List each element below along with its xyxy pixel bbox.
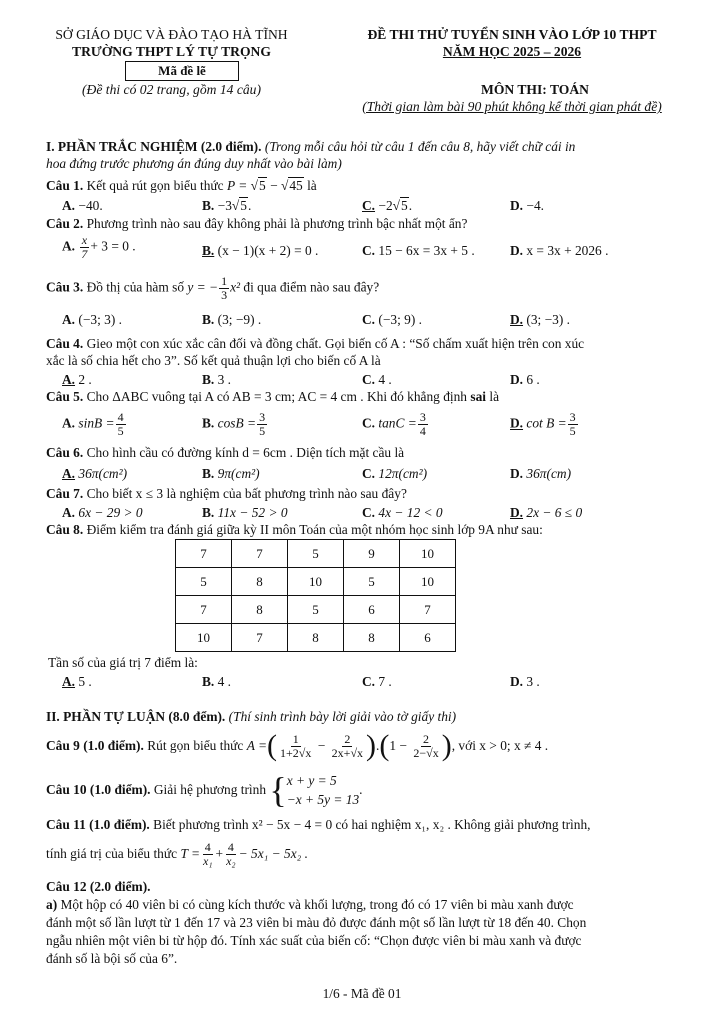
q7-option-c: C. 4x − 12 < 0 [362, 505, 443, 520]
q12a-line4: đánh số là bội số của 6”. [46, 951, 178, 966]
table-cell: 10 [400, 568, 456, 596]
q12a-line2: đánh một số lần lượt từ 1 đến 17 và 23 viên bi màu đỏ được đánh một số lần lượt từ 18 đến 40. Chọn [46, 915, 587, 930]
table-row [176, 624, 456, 652]
table-row [176, 540, 456, 568]
q6-option-c: C. 12π(cm²) [362, 466, 428, 481]
q8-option-a: A. 5 . [62, 674, 92, 689]
table-cell: 7 [232, 540, 288, 568]
exam-code-box: Mã đề lẽ [125, 61, 239, 81]
q12a-line3: ngẫu nhiên một viên bi từ hộp đó. Tính xác suất của biến cố: “Chọn được viên bi màu xanh và được [46, 933, 582, 948]
q6-option-d: D. 36π(cm) [510, 466, 572, 481]
q7-option-a: A. 6x − 29 > 0 [62, 505, 143, 520]
table-cell: 5 [176, 568, 232, 596]
q5-option-a: A. sinB = $\frac{4}{5}$ [62, 410, 124, 438]
question-4-cont: xắc là số chia hết cho 3”. Số kết quả thuận lợi cho biến cố A là [46, 353, 381, 368]
q8-option-b: B. 4 . [202, 674, 232, 689]
q2-option-a: A. $\frac{x}{7}$ + 3 = 0 . [62, 233, 136, 261]
score-table [175, 539, 456, 652]
table-cell: 7 [400, 596, 456, 624]
subject: MÔN THI: TOÁN [480, 82, 589, 97]
q6-option-b: B. 9π(cm²) [202, 466, 260, 481]
question-9: Câu 9 (1.0 điểm). Rút gọn biểu thức A = ( $\frac{1}{1+2√x}$ − $\frac{2}{2x+√x}$ ) . ( 1 − $\frac{2}{2-√x}$ ) , với x > 0; x ≠ 4 . [46, 729, 549, 762]
q7-option-d: D. 2x − 6 ≤ 0 [510, 505, 583, 520]
table-cell: 10 [400, 540, 456, 568]
q5-option-d: D. cot B = $\frac{3}{5}$ [510, 410, 576, 438]
table-row [176, 568, 456, 596]
q1-option-c: C. −2√5. [362, 198, 413, 213]
table-cell: 7 [232, 624, 288, 652]
question-3: Câu 3. Đồ thị của hàm số y = − $\frac{1}{3}$ x² đi qua điểm nào sau đây? [46, 274, 380, 302]
q8-option-d: D. 3 . [510, 674, 540, 689]
q4-option-d: D. 6 . [510, 372, 540, 387]
question-5: Câu 5. Cho ΔABC vuông tại A có AB = 3 cm; AC = 4 cm . Khi đó khẳng định sai là [46, 389, 500, 404]
part2-heading: II. PHẦN TỰ LUẬN (8.0 đểm). (Thí sinh trình bày lời giải vào tờ giấy thi) [46, 709, 457, 724]
q2-option-d: D. x = 3x + 2026 . [510, 243, 609, 258]
q3-option-c: C. (−3; 9) . [362, 312, 423, 327]
exam-title: ĐỀ THI THỬ TUYỂN SINH VÀO LỚP 10 THPT [367, 27, 657, 42]
table-row [176, 596, 456, 624]
q3-option-d: D. (3; −3) . [510, 312, 571, 327]
q2-option-b: B. (x − 1)(x + 2) = 0 . [202, 243, 319, 258]
question-2: Câu 2. Phương trình nào sau đây không phải là phương trình bậc nhất một ẩn? [46, 216, 468, 231]
question-1: Câu 1. Kết quả rút gọn biểu thức P = √5 − √45 là [46, 178, 317, 193]
q12a-line1: a) Một hộp có 40 viên bi có cùng kích thước và khối lượng, trong đó có 17 viên bi màu xanh được [46, 897, 574, 912]
q6-option-a: A. 36π(cm²) [62, 466, 128, 481]
q8-question: Tần số của giá trị 7 điểm là: [48, 655, 198, 670]
table-cell: 5 [288, 540, 344, 568]
table-cell: 6 [400, 624, 456, 652]
department-name: SỞ GIÁO DỤC VÀ ĐÀO TẠO HÀ TĨNH [55, 27, 288, 42]
question-7: Câu 7. Cho biết x ≤ 3 là nghiệm của bất phương trình nào sau đây? [46, 486, 407, 501]
table-cell: 9 [344, 540, 400, 568]
q1-option-d: D. −4. [510, 198, 544, 213]
table-cell: 8 [288, 624, 344, 652]
page-footer: 1/6 - Mã đề 01 [322, 986, 402, 1001]
q2-option-c: C. 15 − 6x = 3x + 5 . [362, 243, 475, 258]
q3-option-a: A. (−3; 3) . [62, 312, 123, 327]
table-cell: 8 [232, 568, 288, 596]
school-year: NĂM HỌC 2025 – 2026 [442, 44, 582, 59]
table-cell: 5 [344, 568, 400, 596]
table-cell: 10 [176, 624, 232, 652]
school-name: TRƯỜNG THPT LÝ TỰ TRỌNG [72, 44, 271, 59]
q4-option-a: A. 2 . [62, 372, 92, 387]
table-cell: 6 [344, 596, 400, 624]
table-cell: 7 [176, 596, 232, 624]
q1-option-b: B. −3√5. [202, 198, 252, 213]
question-11: Câu 11 (1.0 điểm). Biết phương trình x² − 5x − 4 = 0 có hai nghiệm x₁, x₂ . Không giải phương trình, [46, 817, 591, 832]
table-cell: 8 [232, 596, 288, 624]
table-cell: 8 [344, 624, 400, 652]
part1-heading: I. PHẦN TRẮC NGHIỆM (2.0 điểm). (Trong mỗi câu hỏi từ câu 1 đến câu 8, hãy viết chữ cái in [46, 139, 576, 154]
question-12: Câu 12 (2.0 điểm). [46, 879, 151, 894]
table-cell: 5 [288, 596, 344, 624]
table-cell: 7 [176, 540, 232, 568]
question-8: Câu 8. Điểm kiểm tra đánh giá giữa kỳ II môn Toán của một nhóm học sinh lớp 9A như sau: [46, 522, 543, 537]
q1-option-a: A. −40. [62, 198, 103, 213]
q5-option-c: C. tanC = $\frac{3}{4}$ [362, 410, 426, 438]
q3-option-b: B. (3; −9) . [202, 312, 262, 327]
question-4: Câu 4. Gieo một con xúc xắc cân đối và đồng chất. Gọi biến cố A : “Số chấm xuất hiện trên con xúc [46, 336, 585, 351]
q5-option-b: B. cosB = $\frac{3}{5}$ [202, 410, 266, 438]
question-6: Câu 6. Cho hình cầu có đường kính d = 6cm . Diện tích mặt cầu là [46, 445, 405, 460]
question-10: Câu 10 (1.0 điểm). Giải hệ phương trình { x + y = 5 −x + 5y = 13 . [46, 770, 363, 810]
part1-instruction: hoa đứng trước phương án đúng duy nhất vào bài làm) [46, 156, 342, 171]
table-cell: 10 [288, 568, 344, 596]
time-note: (Thời gian làm bài 90 phút không kể thời gian phát đề) [362, 99, 662, 114]
q4-option-b: B. 3 . [202, 372, 232, 387]
q8-option-c: C. 7 . [362, 674, 392, 689]
q4-option-c: C. 4 . [362, 372, 392, 387]
pages-note: (Đề thi có 02 trang, gồm 14 câu) [82, 82, 261, 97]
q7-option-b: B. 11x − 52 > 0 [202, 505, 288, 520]
question-11-expr: tính giá trị của biểu thức T = $\frac{4}{\text{x₁}}$ + $\frac{4}{\text{x₂}}$ − 5x₁ − 5x₂ . [46, 839, 309, 868]
